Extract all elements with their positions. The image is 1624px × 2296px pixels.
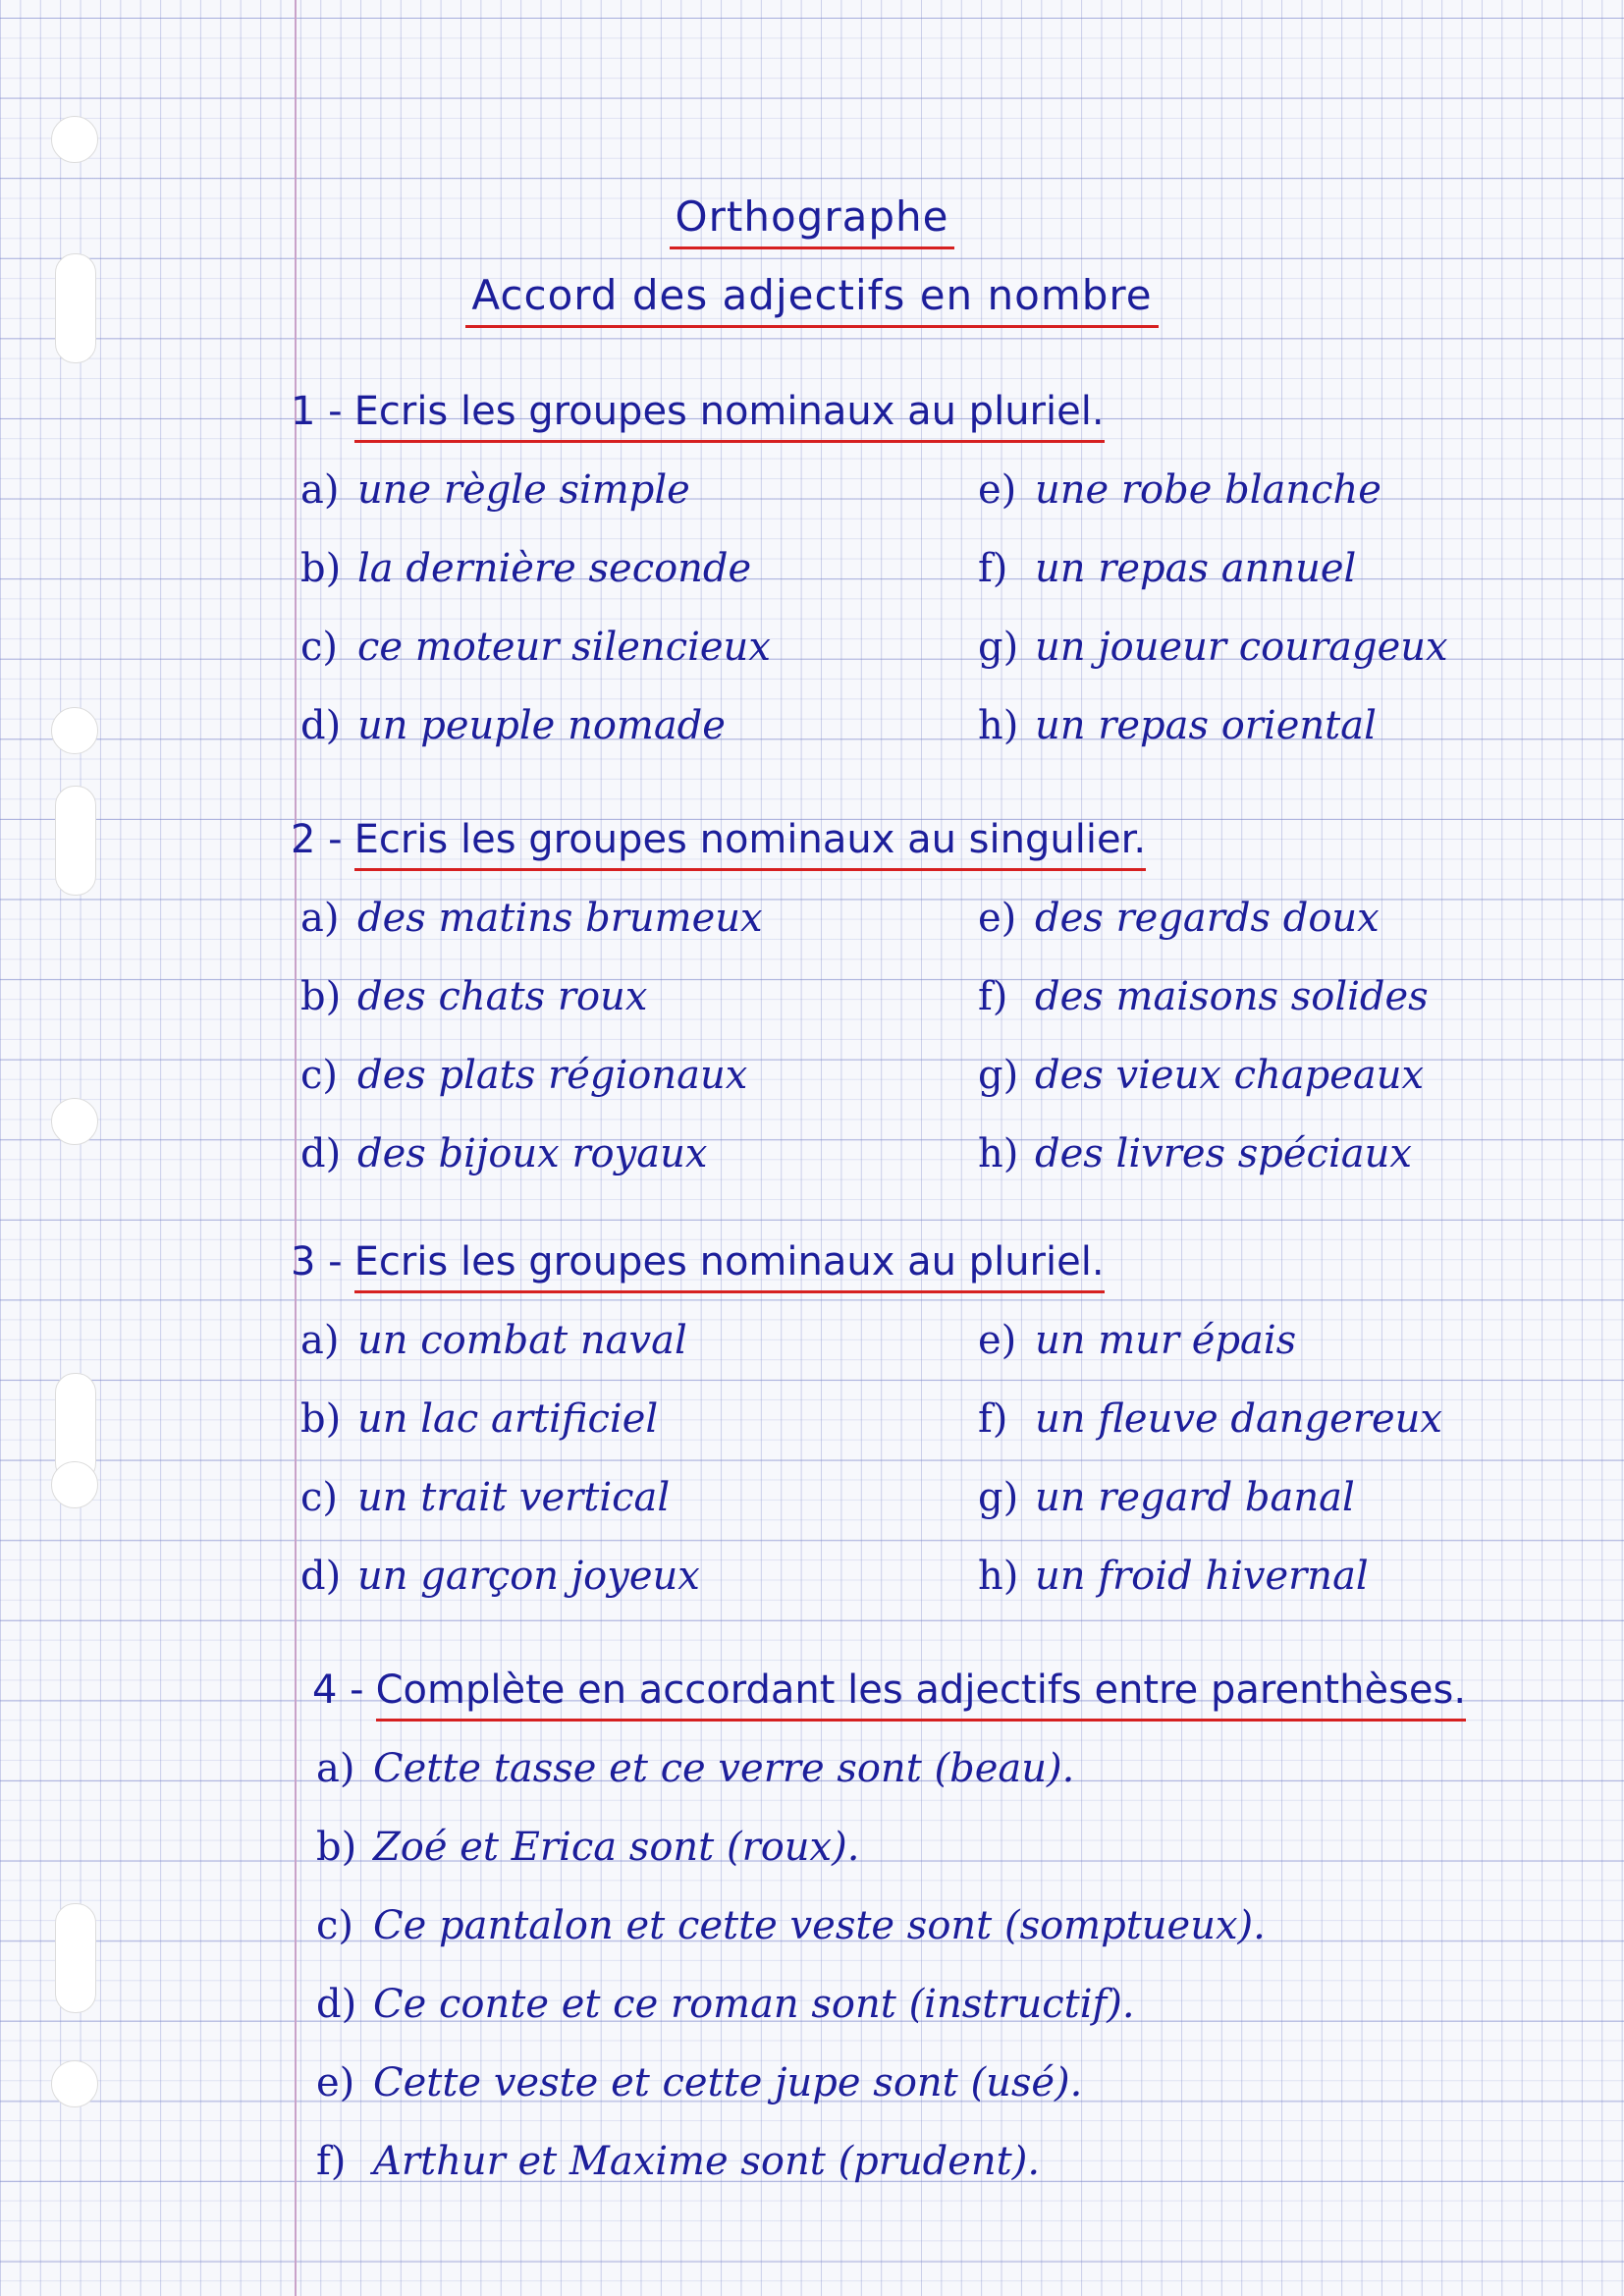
item-text: Cette tasse et ce verre sont (beau). bbox=[373, 1746, 1075, 1791]
item-text: un regard banal bbox=[1035, 1475, 1355, 1520]
section-number: 1 - bbox=[291, 389, 343, 434]
item-text: une robe blanche bbox=[1035, 467, 1381, 513]
section-instruction: Ecris les groupes nominaux au pluriel. bbox=[354, 1239, 1105, 1293]
binder-hole bbox=[51, 707, 98, 754]
item-text: un repas annuel bbox=[1035, 546, 1357, 591]
item-letter: g) bbox=[978, 1475, 1019, 1520]
item-letter: h) bbox=[978, 703, 1019, 748]
exercise-item bbox=[300, 1475, 670, 1520]
item-letter: c) bbox=[300, 625, 339, 670]
binder-slot bbox=[55, 786, 96, 896]
exercise-item bbox=[300, 1318, 687, 1363]
item-letter: a) bbox=[300, 467, 340, 513]
item-letter: d) bbox=[300, 1554, 342, 1599]
item-text: Arthur et Maxime sont (prudent). bbox=[373, 2139, 1041, 2184]
exercise-item bbox=[300, 625, 771, 670]
exercise-item bbox=[300, 703, 726, 748]
exercise-item bbox=[978, 1053, 1424, 1098]
item-letter: b) bbox=[300, 1396, 342, 1442]
item-text: des maisons solides bbox=[1035, 974, 1429, 1019]
item-text: des chats roux bbox=[357, 974, 648, 1019]
binder-slot bbox=[55, 1903, 96, 2013]
item-letter: f) bbox=[978, 1396, 1008, 1442]
exercise-item bbox=[978, 1318, 1296, 1363]
exercise-item bbox=[300, 467, 690, 513]
margin-line bbox=[295, 0, 297, 2296]
item-text: un mur épais bbox=[1035, 1318, 1297, 1363]
item-text: Zoé et Erica sont (roux). bbox=[373, 1825, 860, 1870]
item-text: des matins brumeux bbox=[357, 896, 763, 941]
item-text: un fleuve dangereux bbox=[1035, 1396, 1442, 1442]
item-letter: a) bbox=[300, 896, 340, 941]
binder-hole bbox=[51, 116, 98, 163]
page-title-text: Orthographe bbox=[670, 192, 955, 249]
item-text: un repas oriental bbox=[1035, 703, 1377, 748]
item-text: des regards doux bbox=[1035, 896, 1380, 941]
item-text: des livres spéciaux bbox=[1035, 1131, 1412, 1176]
item-text: Ce pantalon et cette veste sont (somptueux). bbox=[373, 1903, 1266, 1948]
exercise-item bbox=[978, 1396, 1442, 1442]
exercise-item bbox=[300, 1131, 707, 1176]
item-text: Ce conte et ce roman sont (instructif). bbox=[373, 1982, 1135, 2027]
item-text: une règle simple bbox=[357, 467, 690, 513]
item-text: un trait vertical bbox=[357, 1475, 671, 1520]
item-letter: d) bbox=[300, 703, 342, 748]
item-letter: g) bbox=[978, 625, 1019, 670]
exercise-item bbox=[316, 1825, 859, 1870]
item-text: un froid hivernal bbox=[1035, 1554, 1369, 1599]
item-text: des vieux chapeaux bbox=[1035, 1053, 1425, 1098]
item-letter: c) bbox=[300, 1053, 339, 1098]
item-letter: d) bbox=[316, 1982, 357, 2027]
exercise-item bbox=[316, 1903, 1266, 1948]
item-letter: b) bbox=[316, 1825, 357, 1870]
binder-hole bbox=[51, 2060, 98, 2107]
item-letter: a) bbox=[316, 1746, 355, 1791]
item-letter: e) bbox=[978, 1318, 1017, 1363]
item-letter: a) bbox=[300, 1318, 340, 1363]
section-number: 3 - bbox=[291, 1239, 343, 1285]
item-letter: d) bbox=[300, 1131, 342, 1176]
section-3-heading bbox=[291, 1239, 1105, 1285]
item-text: des plats régionaux bbox=[357, 1053, 748, 1098]
item-text: un joueur courageux bbox=[1035, 625, 1448, 670]
exercise-item bbox=[316, 2139, 1040, 2184]
page-subtitle-text: Accord des adjectifs en nombre bbox=[465, 271, 1158, 328]
exercise-item bbox=[978, 467, 1381, 513]
exercise-item bbox=[978, 625, 1448, 670]
exercise-item bbox=[316, 1982, 1135, 2027]
exercise-item bbox=[978, 546, 1356, 591]
item-text: la dernière seconde bbox=[357, 546, 752, 591]
exercise-item bbox=[300, 896, 763, 941]
item-text: ce moteur silencieux bbox=[357, 625, 771, 670]
exercise-item bbox=[978, 1554, 1369, 1599]
section-number: 4 - bbox=[312, 1667, 364, 1713]
item-letter: g) bbox=[978, 1053, 1019, 1098]
binder-hole bbox=[51, 1461, 98, 1508]
exercise-item bbox=[300, 546, 751, 591]
item-letter: f) bbox=[978, 974, 1008, 1019]
item-text: un lac artificiel bbox=[357, 1396, 659, 1442]
exercise-item bbox=[978, 1475, 1355, 1520]
exercise-item bbox=[978, 896, 1380, 941]
item-text: un peuple nomade bbox=[357, 703, 726, 748]
section-instruction: Ecris les groupes nominaux au pluriel. bbox=[354, 389, 1105, 443]
section-4-heading bbox=[312, 1667, 1466, 1713]
section-number: 2 - bbox=[291, 817, 343, 862]
exercise-item bbox=[978, 703, 1377, 748]
item-text: des bijoux royaux bbox=[357, 1131, 708, 1176]
exercise-item bbox=[978, 974, 1429, 1019]
item-letter: e) bbox=[316, 2060, 355, 2105]
exercise-item bbox=[300, 1396, 658, 1442]
item-letter: c) bbox=[316, 1903, 354, 1948]
item-letter: h) bbox=[978, 1131, 1019, 1176]
item-text: un combat naval bbox=[357, 1318, 687, 1363]
exercise-item bbox=[300, 974, 647, 1019]
item-letter: f) bbox=[978, 546, 1008, 591]
page-subtitle bbox=[0, 271, 1624, 319]
exercise-item bbox=[316, 2060, 1082, 2105]
page-title bbox=[0, 192, 1624, 241]
item-letter: c) bbox=[300, 1475, 339, 1520]
exercise-item bbox=[300, 1053, 747, 1098]
section-instruction: Complète en accordant les adjectifs entre parenthèses. bbox=[376, 1667, 1466, 1722]
item-letter: h) bbox=[978, 1554, 1019, 1599]
item-letter: e) bbox=[978, 467, 1017, 513]
item-letter: e) bbox=[978, 896, 1017, 941]
exercise-item bbox=[978, 1131, 1412, 1176]
exercise-item bbox=[316, 1746, 1074, 1791]
item-letter: b) bbox=[300, 546, 342, 591]
section-1-heading bbox=[291, 389, 1105, 434]
section-2-heading bbox=[291, 817, 1146, 862]
item-text: Cette veste et cette jupe sont (usé). bbox=[373, 2060, 1083, 2105]
section-instruction: Ecris les groupes nominaux au singulier. bbox=[354, 817, 1146, 871]
binder-hole bbox=[51, 1098, 98, 1145]
item-letter: b) bbox=[300, 974, 342, 1019]
item-text: un garçon joyeux bbox=[357, 1554, 700, 1599]
item-letter: f) bbox=[316, 2139, 347, 2184]
exercise-item bbox=[300, 1554, 700, 1599]
